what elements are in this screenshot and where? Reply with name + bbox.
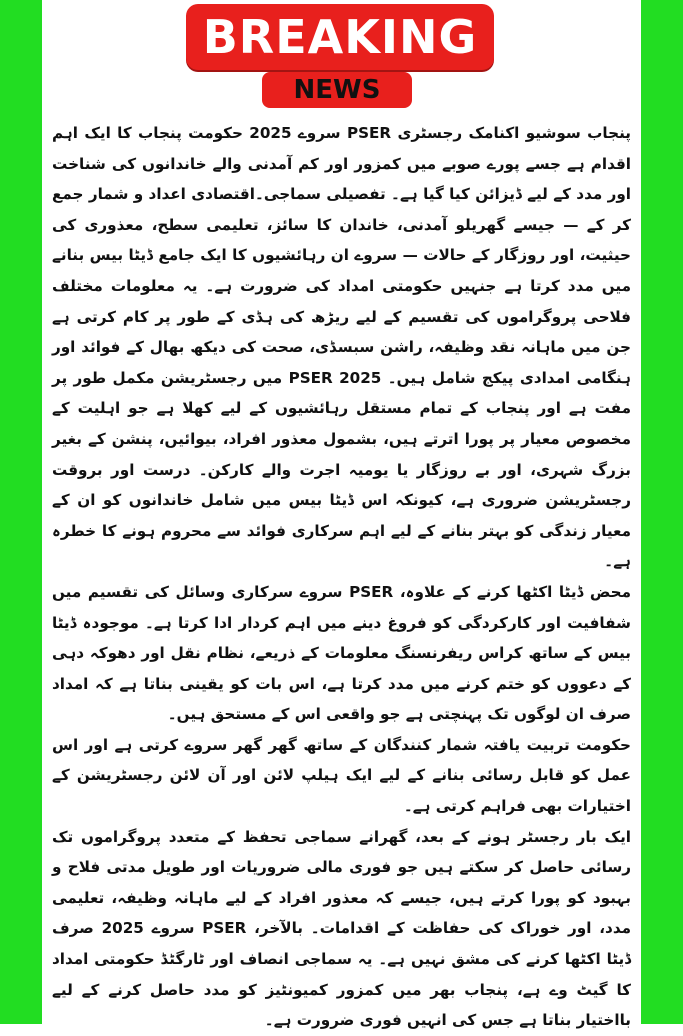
news-badge bbox=[262, 72, 412, 108]
news-label: NEWS bbox=[293, 75, 381, 105]
right-green-border bbox=[641, 0, 683, 1024]
article-paragraph: محض ڈیٹا اکٹھا کرنے کے علاوہ، PSER سروے سرکاری وسائل کی تقسیم میں شفافیت اور کارکردگی کو فروغ دینے میں اہم کردار ادا کرتا ہے۔ موجودہ ڈیٹا بیس کے ساتھ کراس ریفرنسنگ معلومات کے ذریعے، نظام نقل اور دھوکہ دہی کے دعووں کو ختم کرنے میں مدد کرتا ہے، اس بات کو یقینی بناتا ہے کہ امداد صرف ان لوگوں تک پہنچتی ہے جو واقعی اس کے مستحق ہیں۔ bbox=[52, 582, 631, 724]
article-paragraph: پنجاب سوشیو اکنامک رجسٹری PSER سروے 2025 حکومت پنجاب کا ایک اہم اقدام ہے جسے پورے صوبے میں کمزور اور کم آمدنی والے خاندانوں کی شناخت اور مدد کے لیے ڈیزائن کیا گیا ہے۔ تفصیلی سماجی۔اقتصادی اعداد و شمار جمع کر کے — جیسے گھریلو آمدنی، خاندان کا سائز، تعلیمی سطح، معذوری کی حیثیت، اور روزگار کے حالات — سروے ان رہائشیوں کا ایک جامع ڈیٹا بیس بنانے میں مدد کرتا ہے جنہیں حکومتی امداد کی ضرورت ہے۔ یہ معلومات مختلف فلاحی پروگراموں کی تقسیم کے لیے ریڑھ کی ہڈی کے طور پر کام کرتی ہے جن میں ماہانہ نقد وظیفہ، راشن سبسڈی، صحت کی دیکھ بھال کے فوائد اور ہنگامی امدادی پیکج شامل ہیں۔ PSER 2025 میں رجسٹریشن مکمل طور پر مفت ہے اور پنجاب کے تمام مستقل رہائشیوں کے لیے کھلا ہے جو اہلیت کے مخصوص معیار پر پورا اترتے ہیں، بشمول معذور افراد، بیوائیں، پنشن کے بغیر بزرگ شہری، اور بے روزگار یا یومیہ اجرت والے کارکن۔ درست اور بروقت رجسٹریشن ضروری ہے، کیونکہ اس ڈیٹا بیس میں شامل خاندانوں کو ان کے معیار زندگی کو بہتر بنانے کے لیے اہم سرکاری فوائد سے محروم ہونے کا خطرہ ہے۔ bbox=[52, 124, 631, 571]
article-paragraph: حکومت تربیت یافتہ شمار کنندگان کے ساتھ گھر گھر سروے کرتی ہے اور اس عمل کو قابل رسائی بنانے کے لیے ایک ہیلپ لائن اور آن لائن رجسٹریشن کے اختیارات بھی فراہم کرتی ہے۔ bbox=[52, 735, 631, 816]
left-green-border bbox=[0, 0, 42, 1024]
breaking-title: BREAKING bbox=[202, 10, 478, 64]
breaking-banner bbox=[186, 4, 494, 70]
article-paragraph: ایک بار رجسٹر ہونے کے بعد، گھرانے سماجی تحفظ کے متعدد پروگراموں تک رسائی حاصل کر سکتے ہیں جو فوری مالی ضروریات اور طویل مدتی فلاح و بہبود کو پورا کرتے ہیں، جیسے کہ معذور افراد کے لیے ماہانہ وظیفہ، تعلیمی مدد، اور خوراک کی حفاظت کے اقدامات۔ بالآخر، PSER سروے 2025 صرف ڈیٹا اکٹھا کرنے کی مشق نہیں ہے۔ یہ سماجی انصاف اور ٹارگٹڈ حکومتی امداد کا گیٹ وے ہے، پنجاب بھر میں کمزور کمیونٹیز کو مدد حاصل کرنے کے لیے بااختیار بناتا ہے جس کی انہیں فوری ضرورت ہے۔ bbox=[52, 827, 631, 1030]
article-body bbox=[52, 118, 631, 1030]
